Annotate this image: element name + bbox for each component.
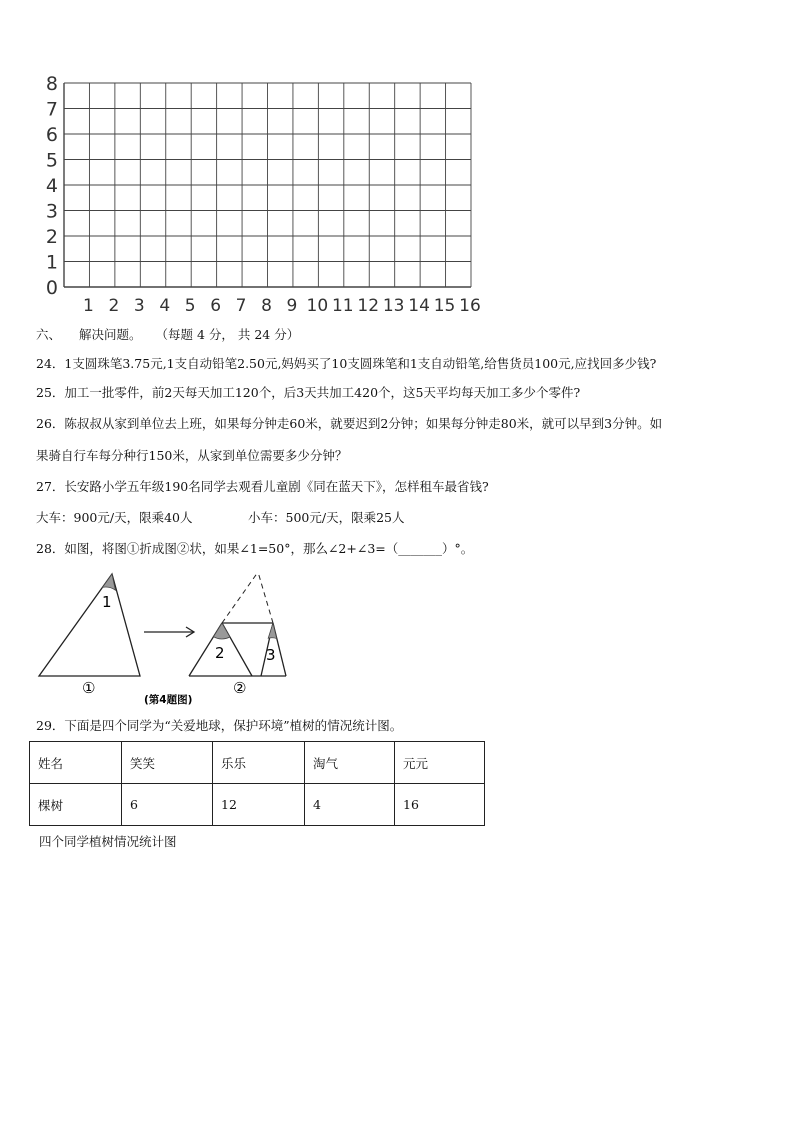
grid-x-tick-label: 11	[331, 296, 354, 316]
grid-x-tick-label: 6	[210, 296, 222, 316]
grid-y-tick-label: 5	[45, 149, 58, 172]
section-heading	[36, 327, 299, 343]
grid-y-tick-label: 4	[45, 175, 58, 197]
angle-2-mark	[214, 623, 230, 639]
grid-x-tick-label: 9	[286, 296, 298, 316]
grid-x-tick-label: 4	[159, 296, 171, 316]
question-26-line1: 26．陈叔叔从家到单位去上班，如果每分钟走60米，就要迟到2分钟；如果每分钟走80米，就可以早到3分钟。如	[36, 416, 663, 431]
grid-y-tick-label: 0	[45, 277, 58, 299]
grid-y-tick-label: 6	[45, 124, 58, 146]
table-cell: 16	[395, 784, 485, 826]
angle-1-label: 1	[102, 593, 112, 611]
grid-y-tick-label: 7	[45, 98, 58, 121]
question-29: 29．下面是四个同学为“关爱地球，保护环境”植树的情况统计图。	[36, 718, 403, 733]
grid-x-tick-label: 16	[459, 296, 481, 316]
table-header-row	[30, 742, 485, 784]
grid-y-tick-label: 1	[45, 251, 58, 274]
question-25: 25．加工一批零件，前2天每天加工120个，后3天共加工420个，这5天平均每天加工多少个零件?	[36, 385, 581, 400]
tree-planting-table	[29, 741, 485, 826]
table-cell: 乐乐	[213, 742, 305, 784]
arrow-icon	[144, 627, 194, 637]
triangle-figure	[30, 566, 310, 711]
grid-x-tick-label: 2	[108, 296, 120, 316]
angle-1-mark	[102, 574, 115, 590]
question-27: 27．长安路小学五年级190名同学去观看儿童剧《同在蓝天下》，怎样租车最省钱?	[36, 479, 489, 494]
grid-x-tick-label: 5	[184, 296, 196, 316]
grid-x-tick-label: 12	[357, 296, 380, 316]
angle-2-label: 2	[215, 644, 225, 662]
question-28: 28．如图，将图①折成图②状，如果∠1=50°，那么∠2+∠3=（_______）°。	[36, 541, 474, 556]
grid-x-labels	[83, 296, 481, 316]
table-cell: 淘气	[305, 742, 395, 784]
grid-x-tick-label: 10	[306, 296, 329, 316]
grid-y-tick-label: 8	[45, 73, 58, 95]
table-cell: 棵树	[30, 784, 122, 826]
figure-2-label: ②	[233, 679, 247, 697]
grid-lines	[64, 83, 471, 287]
table-cell: 笑笑	[122, 742, 213, 784]
angle-3-label: 3	[266, 646, 276, 664]
figure-caption: (第4题图)	[144, 694, 193, 706]
triangle-1	[39, 574, 140, 676]
question-27-small-bus: 小车：500元/天，限乘25人	[248, 510, 405, 525]
grid-y-labels	[46, 73, 58, 299]
grid-x-tick-label: 15	[433, 296, 456, 316]
grid-x-tick-label: 1	[83, 296, 94, 316]
grid-x-tick-label: 3	[133, 296, 145, 316]
grid-y-tick-label: 3	[45, 200, 58, 223]
table-cell: 12	[213, 784, 305, 826]
section-title: 解决问题。	[78, 327, 142, 342]
grid-x-tick-label: 8	[261, 296, 272, 316]
blank-grid	[0, 0, 794, 330]
grid-x-tick-label: 7	[235, 296, 247, 316]
table-cell: 姓名	[30, 742, 122, 784]
chart-caption: 四个同学植树情况统计图	[39, 834, 177, 849]
table-row	[30, 784, 485, 826]
section-score: （每题 4 分， 共 24 分）	[155, 327, 300, 342]
grid-x-tick-label: 13	[382, 296, 405, 316]
question-27-large-bus: 大车：900元/天，限乘40人	[36, 510, 193, 525]
question-24: 24．1支圆珠笔3.75元,1支自动铅笔2.50元,妈妈买了10支圆珠笔和1支自动铅笔,给售货员100元,应找回多少钱?	[36, 356, 657, 371]
grid-x-tick-label: 14	[408, 296, 430, 316]
question-26-line2: 果骑自行车每分种行150米，从家到单位需要多少分钟？	[36, 448, 348, 463]
table-cell: 6	[122, 784, 213, 826]
grid-y-tick-label: 2	[45, 226, 58, 248]
figure-1-label: ①	[82, 679, 96, 697]
table-cell: 元元	[395, 742, 485, 784]
section-number: 六、	[36, 327, 62, 342]
table-cell: 4	[305, 784, 395, 826]
